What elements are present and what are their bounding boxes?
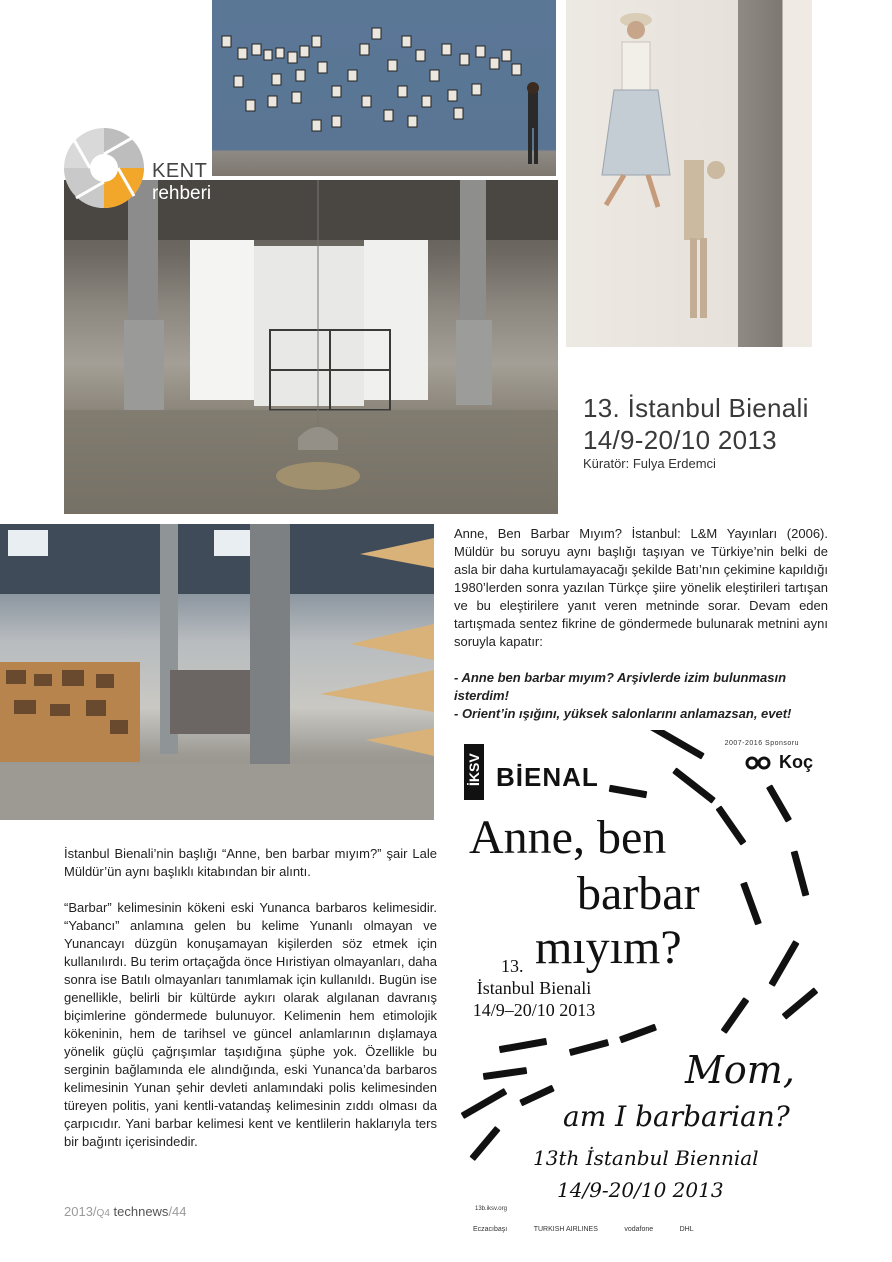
- sponsor-eczacibasi: Eczacıbaşı: [473, 1226, 508, 1233]
- poster-stroke: [782, 987, 819, 1019]
- footer-brand: technews: [113, 1204, 169, 1219]
- poster-biennial-name: İstanbul Bienali: [476, 978, 592, 998]
- poster-handwriting-mom: Mom,: [685, 1048, 795, 1092]
- poster-dates: 14/9–20/10 2013: [472, 1000, 596, 1020]
- poster-handwriting-question: am I barbarian?: [563, 1100, 790, 1133]
- poster-url: 13b.iksv.org: [475, 1206, 507, 1212]
- left-paragraph-1: İstanbul Bienali’nin başlığı “Anne, ben barbar mıyım?” şair Lale Müldür’ün aynı başlıklı kitabından bir alıntı.: [64, 846, 437, 879]
- poster-sponsor-strip: [473, 1218, 823, 1234]
- footer-quarter: Q4: [96, 1208, 110, 1219]
- logo-text-rehberi: rehberi: [152, 183, 212, 204]
- poster-stroke: [791, 850, 810, 896]
- kent-rehberi-logo: [62, 126, 146, 210]
- koc-logo: Koç: [778, 752, 813, 772]
- poster-stroke: [768, 940, 799, 987]
- exhibition-wall-drawing: [212, 0, 556, 176]
- poster-headline-2: barbar: [577, 867, 700, 920]
- poster-stroke: [569, 1039, 609, 1056]
- iksv-bar: [464, 744, 484, 800]
- left-column: [64, 845, 437, 1151]
- footer-page-number: /44: [168, 1204, 187, 1219]
- iksv-bienal-logo: [462, 742, 599, 802]
- quote-line-1: - Anne ben barbar mıyım? Arşivlerde izim bulunmasın isterdim!: [454, 670, 787, 703]
- right-column: [454, 525, 828, 723]
- sponsor-turkish-airlines: TURKISH AIRLINES: [533, 1226, 598, 1233]
- poster-stroke: [469, 1126, 500, 1161]
- woman-walking-drawing: [566, 0, 812, 347]
- footer-year: 2013/: [64, 1204, 97, 1219]
- poster-stroke: [740, 882, 762, 926]
- photo-gallery-installation: [0, 524, 434, 820]
- curator-line: Küratör: Fulya Erdemci: [583, 456, 716, 471]
- poster-stroke: [461, 1088, 508, 1119]
- sponsor-years: 2007-2016 Sponsoru: [724, 740, 799, 747]
- poster-stroke: [609, 785, 648, 798]
- photo-exhibition-wall: [212, 0, 556, 176]
- quote-line-2: - Orient’in ışığını, yüksek salonlarını anlamazsan, evet!: [454, 706, 792, 721]
- poster-stroke: [649, 730, 704, 760]
- poster-stroke: [721, 997, 750, 1034]
- bienal-wordmark: BİENAL: [496, 762, 599, 792]
- poster-handwriting-biennial: 13th İstanbul Biennial: [533, 1146, 759, 1170]
- exhibition-hall-drawing: [64, 180, 558, 514]
- sponsor-vodafone: vodafone: [624, 1226, 654, 1233]
- logo-text-kent: KENT: [152, 160, 208, 182]
- page-footer: [64, 1204, 187, 1219]
- photo-exhibition-hall: [64, 180, 558, 514]
- event-title: 13. İstanbul Bienali: [583, 393, 809, 423]
- poster-stroke: [519, 1085, 555, 1107]
- left-paragraph-2: “Barbar” kelimesinin kökeni eski Yunanca barbaros kelimesidir. “Yabancı” anlamına gelen bu kelime Yunanlı olmayan ve Yunancayı düzgün konuşamayan kişilerden söz etmek için kullanılırdı. Bu terim ortaçağda önce Hıristiyan olmayanları, daha sonra ise Batılı olmayanları tanımlamak için kullanıldı. Bugün ise genellikle, belirli bir kültürde aykırı olarak algılanan davranış biçimlerine göndermede bulunuyor. Kelimenin hem etimolojik kökeninin, hem de tarihsel ve güncel anlamlarının dışlamaya yönelik güçlü çağrışımlar taşıdığına şüphe yok. Özellikle bu serginin bağlamında ele alındığında, eski Yunanca’da barbaros kelimesinin Yunan şehir devleti anlamındaki polis kelimesinden türeyen politis, yani kentli-vatandaş kelimesinin zıddı olması da çarpıcıdır. Yani barbar kelimesi kent ve kentlilerin haklarıyla ters bir bağıntı içerisindedir.: [64, 900, 437, 1149]
- poster-stroke: [483, 1067, 528, 1080]
- poster-handwriting-dates: 14/9-20/10 2013: [557, 1178, 724, 1202]
- biennial-poster: [459, 730, 831, 1240]
- poster-edition: 13.: [501, 956, 524, 976]
- poster-headline-1: Anne, ben: [469, 811, 667, 864]
- photo-woman-walking: [566, 0, 812, 347]
- gallery-installation-drawing: [0, 524, 434, 820]
- event-dates: 14/9-20/10 2013: [583, 425, 777, 455]
- poster-headline-3: mıyım?: [535, 921, 682, 974]
- poster-stroke: [766, 784, 792, 822]
- right-paragraph: Anne, Ben Barbar Mıyım? İstanbul: L&M Yayınları (2006). Müldür bu soruyu aynı başlığı taşıyan ve Türkiye’nin belki de asla bir daha kurtulamayacağı şekilde Batı’nın çekimine kapıldığı 1980’lerden sonra yazılan Türkçe şiire yönelik eleştirileri tartışan ve bu eleştirilere yanıt veren metninde sorar. Devam eden tartışmada sentez fikrine de göndermede bulunarak metnini aynı soruyla kapatır:: [454, 526, 828, 649]
- poster-stroke: [499, 1038, 547, 1053]
- poster-stroke: [619, 1024, 657, 1044]
- koc-rings-icon: [745, 756, 771, 770]
- poster-stroke: [716, 805, 747, 845]
- poster-stroke: [672, 767, 716, 803]
- aperture-icon: [62, 126, 146, 210]
- sponsor-dhl: DHL: [679, 1226, 694, 1233]
- iksv-text: İKSV: [466, 753, 482, 786]
